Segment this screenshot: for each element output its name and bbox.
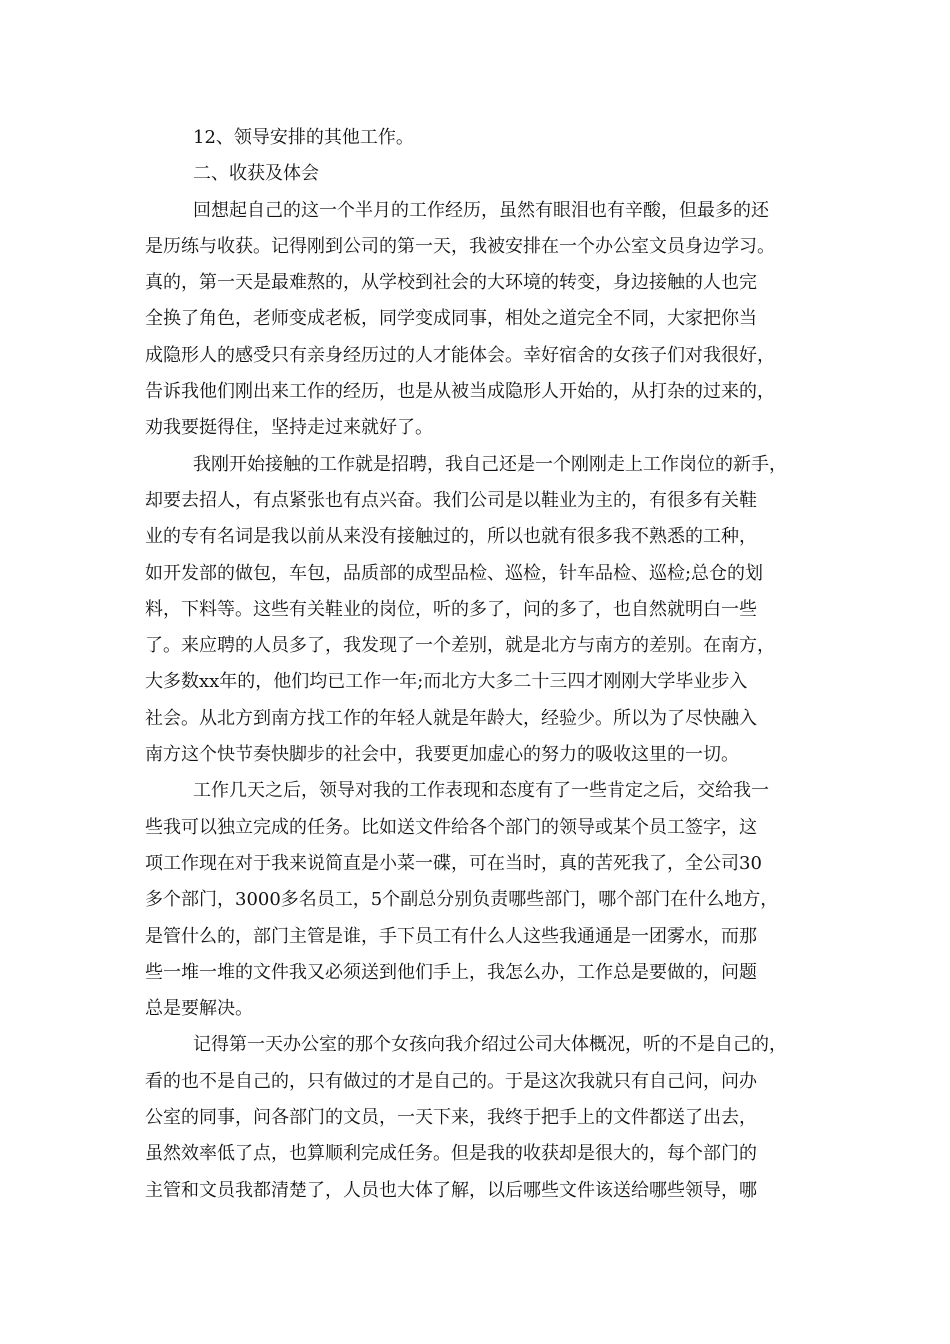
text-line: 如开发部的做包，车包，品质部的成型品检、巡检，针车品检、巡检;总仓的划 [145,562,764,584]
text-line: 虽然效率低了点，也算顺利完成任务。但是我的收获却是很大的，每个部门的 [145,1143,757,1165]
text-line: 12、领导安排的其他工作。 [193,127,414,148]
text-line: 我刚开始接触的工作就是招聘，我自己还是一个刚刚走上工作岗位的新手， [193,453,787,475]
text-line: 却要去招人，有点紧张也有点兴奋。我们公司是以鞋业为主的，有很多有关鞋 [145,489,757,511]
text-line: 多个部门，3000多名员工，5个副总分别负责哪些部门，哪个部门在什么地方， [145,889,779,911]
text-line: 告诉我他们刚出来工作的经历，也是从被当成隐形人开始的，从打杂的过来的， [145,381,775,403]
text-line: 成隐形人的感受只有亲身经历过的人才能体会。幸好宿舍的女孩子们对我很好， [145,344,775,366]
text-line: 真的，第一天是最难熬的，从学校到社会的大环境的转变，身边接触的人也完 [145,272,757,294]
text-line: 主管和文员我都清楚了，人员也大体了解，以后哪些文件该送给哪些领导，哪 [145,1179,757,1201]
text-line: 南方这个快节奏快脚步的社会中，我要更加虚心的努力的吸收这里的一切。 [145,744,739,766]
text-line: 回想起自己的这一个半月的工作经历，虽然有眼泪也有辛酸，但最多的还 [193,199,769,221]
text-line: 总是要解决。 [145,998,253,1020]
text-line: 二、收获及体会 [193,163,319,185]
text-line: 了。来应聘的人员多了，我发现了一个差别，就是北方与南方的差别。在南方， [145,635,775,657]
text-line: 业的专有名词是我以前从来没有接触过的，所以也就有很多我不熟悉的工种， [145,526,757,548]
text-line: 大多数xx年的，他们均已工作一年;而北方大多二十三四才刚刚大学毕业步入 [145,671,748,693]
text-line: 是历练与收获。记得刚到公司的第一天，我被安排在一个办公室文员身边学习。 [145,235,775,257]
text-line: 看的也不是自己的，只有做过的才是自己的。于是这次我就只有自己问，问办 [145,1070,757,1092]
text-line: 劝我要挺得住，坚持走过来就好了。 [145,417,433,439]
text-line: 记得第一天办公室的那个女孩向我介绍过公司大体概况，听的不是自己的， [193,1034,787,1056]
text-line: 社会。从北方到南方找工作的年轻人就是年龄大，经验少。所以为了尽快融入 [145,707,757,729]
document-body [145,120,815,1209]
text-line: 项工作现在对于我来说简直是小菜一碟，可在当时，真的苦死我了，全公司30 [145,852,762,874]
text-line: 些我可以独立完成的任务。比如送文件给各个部门的领导或某个员工签字，这 [145,816,757,838]
text-line: 公室的同事，问各部门的文员，一天下来，我终于把手上的文件都送了出去， [145,1107,757,1129]
text-line: 全换了角色，老师变成老板，同学变成同事，相处之道完全不同，大家把你当 [145,308,757,330]
text-line: 工作几天之后，领导对我的工作表现和态度有了一些肯定之后，交给我一 [193,780,769,802]
text-line: 些一堆一堆的文件我又必须送到他们手上，我怎么办，工作总是要做的，问题 [145,961,757,983]
text-line: 料，下料等。这些有关鞋业的岗位，听的多了，问的多了，也自然就明白一些 [145,598,757,620]
text-line: 是管什么的，部门主管是谁，手下员工有什么人这些我通通是一团雾水，而那 [145,925,757,947]
